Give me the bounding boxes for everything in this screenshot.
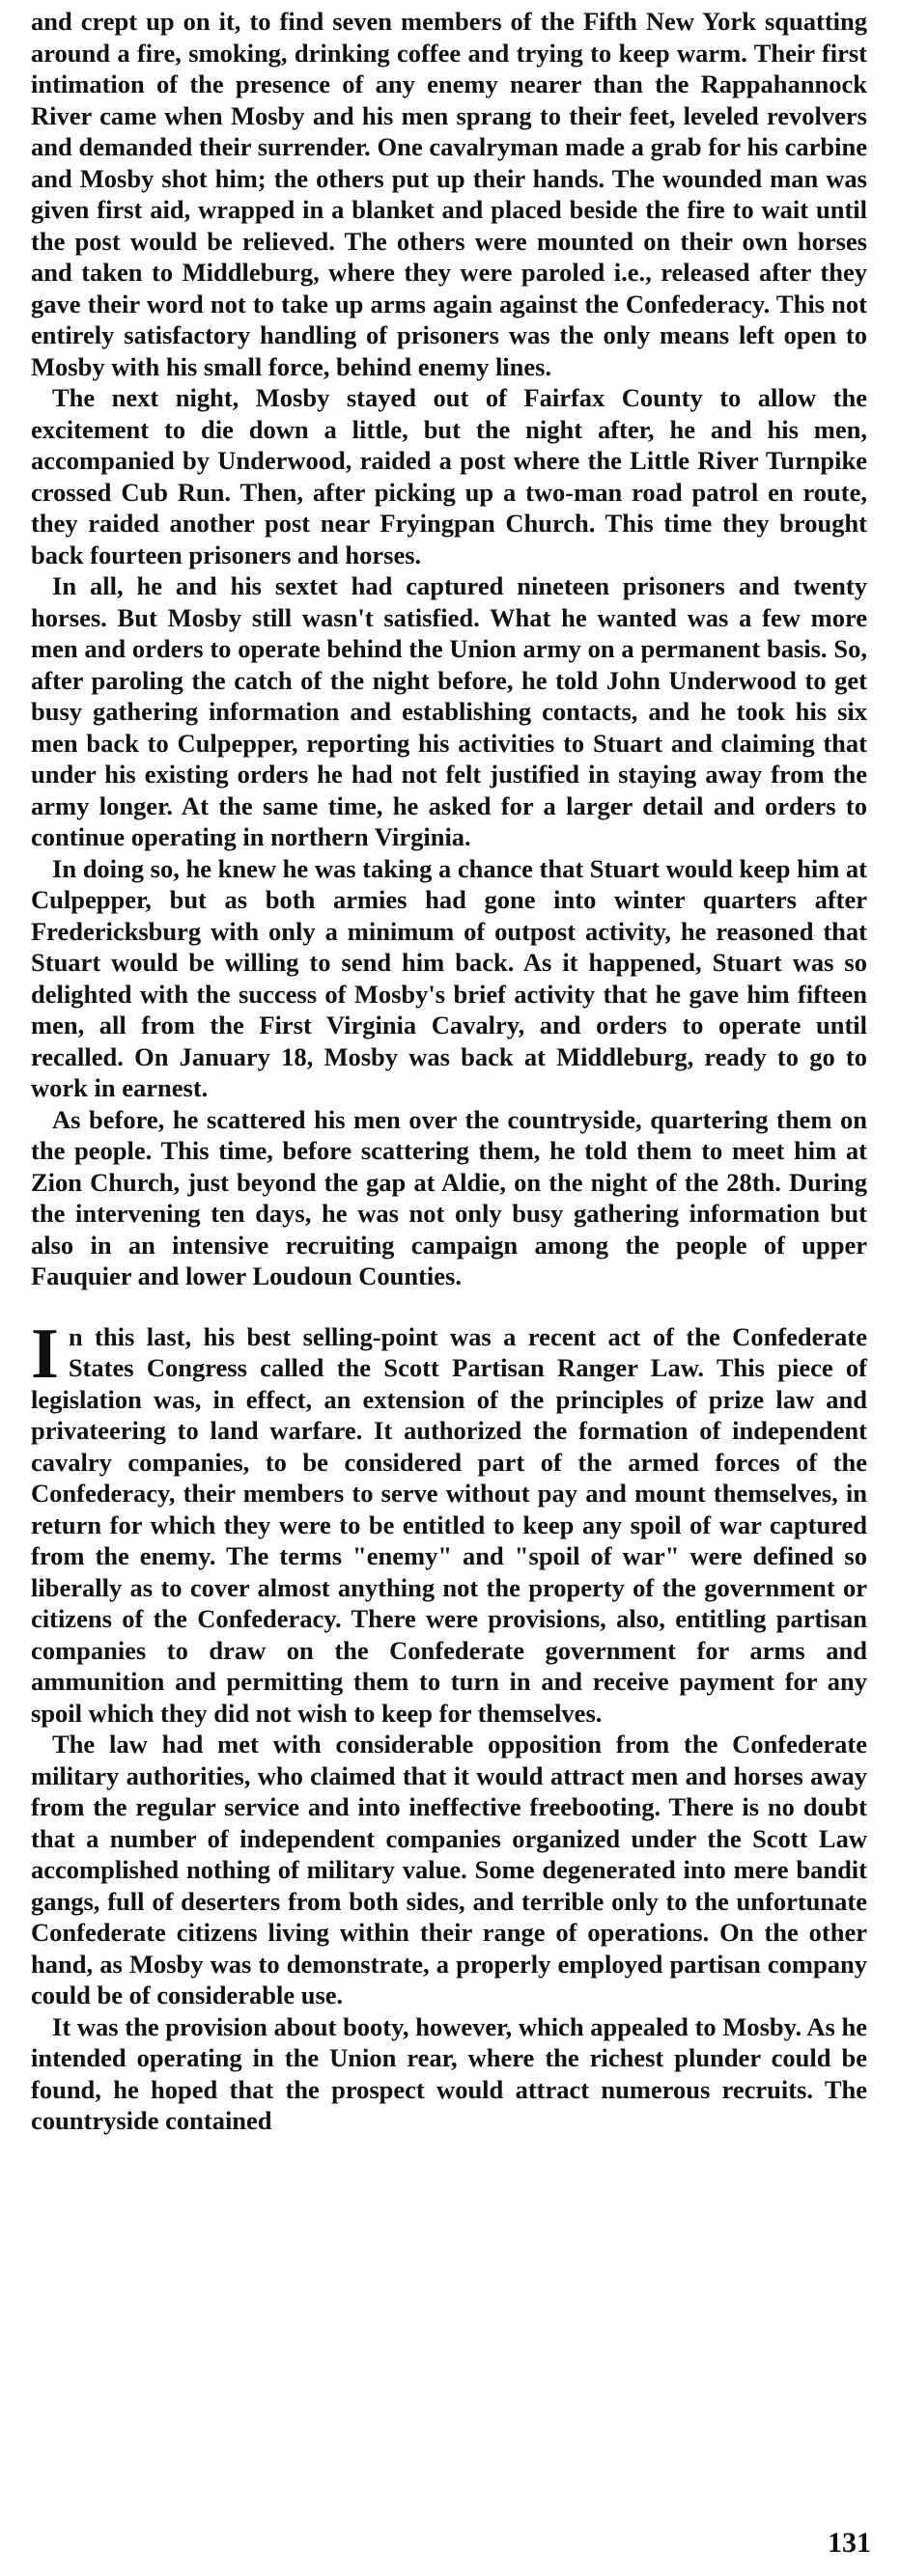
section-break [31, 1292, 867, 1321]
paragraph-5: As before, he scattered his men over the countryside, quartering them on the people. This time, before scattering them, he told them to meet him at Zion Church, just beyond the gap at Aldie, on the night of the 28th. During the intervening ten days, he was not only busy gathering information but also in an intensive recruiting campaign among the people of upper Fauquier and lower Loudoun Counties. [31, 1104, 867, 1290]
paragraph-8: It was the provision about booty, however, which appealed to Mosby. As he intended operating in the Union rear, where the richest plunder could be found, he hoped that the prospect would attract numerous recruits. The countryside contained [31, 2011, 867, 2135]
page-body [31, 6, 867, 2137]
paragraph-7: The law had met with considerable opposition from the Confederate military authorities, who claimed that it would attract men and horses away from the regular service and into ineffective freebooting. There is no doubt that a number of independent companies organized under the Scott Law accomplished nothing of military value. Some degenerated into mere bandit gangs, full of deserters from both sides, and terrible only to the unfortunate Confederate citizens living within their range of operations. On the other hand, as Mosby was to demonstrate, a properly employed partisan company could be of considerable use. [31, 1730, 867, 2009]
drop-cap-letter: I [31, 1314, 59, 1394]
paragraph-3: In all, he and his sextet had captured nineteen prisoners and twenty horses. But Mosby still wasn't satisfied. What he wanted was a few more men and orders to operate behind the Union army on a permanent basis. So, after paroling the catch of the night before, he told John Underwood to get busy gathering information and establishing contacts, and he took his six men back to Culpepper, reporting his activities to Stuart and claiming that under his existing orders he had not felt justified in staying away from the army longer. At the same time, he asked for a larger detail and orders to continue operating in northern Virginia. [31, 571, 867, 851]
paragraph-4: In doing so, he knew he was taking a chance that Stuart would keep him at Culpepper, but as both armies had gone into winter quarters after Fredericksburg with only a minimum of outpost activity, he reasoned that Stuart would be willing to send him back. As it happened, Stuart was so delighted with the success of Mosby's brief activity that he gave him fifteen men, all from the First Virginia Cavalry, and orders to operate until recalled. On January 18, Mosby was back at Middleburg, ready to go to work in earnest. [31, 853, 867, 1102]
dropcap-paragraph [31, 1314, 867, 1730]
paragraph-1: and crept up on it, to find seven members of the Fifth New York squatting around a fire, smoking, drinking coffee and trying to keep warm. Their first intimation of the presence of any enemy nearer than the Rappahannock River came when Mosby and his men sprang to their feet, leveled revolvers and demanded their surrender. One cavalryman made a grab for his carbine and Mosby shot him; the others put up their hands. The wounded man was given first aid, wrapped in a blanket and placed beside the fire to wait until the post would be relieved. The others were mounted on their own horses and taken to Middleburg, where they were paroled i.e., released after they gave their word not to take up arms again against the Confederacy. This not entirely satisfactory handling of prisoners was the only means left open to Mosby with his small force, behind enemy lines. [31, 7, 867, 381]
paragraph-2: The next night, Mosby stayed out of Fairfax County to allow the excitement to die down a little, but the night after, he and his men, accompanied by Underwood, raided a post where the Little River Turnpike crossed Cub Run. Then, after picking up a two-man road patrol en route, they raided another post near Fryingpan Church. This time they brought back fourteen prisoners and horses. [31, 383, 867, 569]
page-number: 131 [828, 2527, 871, 2559]
dropcap-paragraph-text: n this last, his best selling-point was a recent act of the Confederate States Congress called the Scott Partisan Ranger Law. This piece of legislation was, in effect, an extension of the principles of prize law and privateering to land warfare. It authorized the formation of independent cavalry companies, to be considered part of the armed forces of the Confederacy, their members to serve without pay and mount themselves, in return for which they were to be entitled to keep any spoil of war captured from the enemy. The terms "enemy" and "spoil of war" were defined so liberally as to cover almost anything not the property of the government or citizens of the Confederacy. There were provisions, also, entitling partisan companies to draw on the Confederate government for arms and ammunition and permitting them to turn in and receive payment for any spoil which they did not wish to keep for themselves. [31, 1321, 867, 1728]
